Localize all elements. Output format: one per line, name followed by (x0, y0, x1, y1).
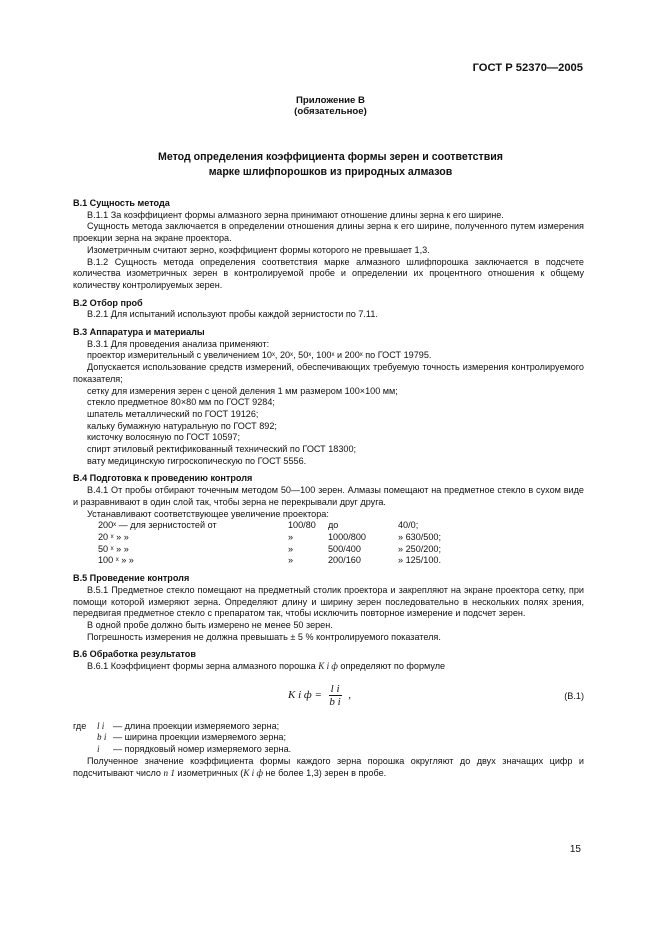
section-heading: В.5 Проведение контроля (73, 573, 190, 584)
formula-number: (В.1) (564, 690, 584, 701)
section-heading: В.6 Обработка результатов (73, 649, 196, 660)
paragraph: В.5.1 Предметное стекло помещают на предметный столик проектора и закрепляют на экране проектора сетку, при помощи которой измеряют зерна. Определяют длину и ширину зерен последовательно в нескольких полях зрения, передвигая предметное стекло с препаратом так, чтобы исключить повторное измерение и подсчет зерен. (73, 584, 584, 619)
where-item (73, 744, 584, 756)
where-item (73, 721, 584, 733)
paragraph: В.3.1 Для проведения анализа применяют: (87, 338, 270, 349)
table-cell: » (288, 543, 294, 554)
text-run: не более 1,3) зерен в пробе. (265, 767, 387, 778)
page-number: 15 (569, 844, 581, 855)
document-title-line2: марке шлифпорошков из природных алмазов (208, 166, 453, 178)
text-run: изометричных ( (177, 767, 244, 778)
table-cell: 40/0; (398, 520, 419, 531)
table-cell: 20 ˣ » » (98, 531, 129, 542)
section-heading: В.3 Аппаратура и материалы (73, 327, 205, 338)
appendix-status: (обязательное) (294, 106, 367, 117)
paragraph: Изометричным считают зерно, коэффициент формы которого не превышает 1,3. (87, 244, 430, 255)
table-cell: 500/400 (328, 543, 361, 554)
where-list (73, 721, 584, 756)
table-cell: » (288, 555, 294, 566)
paragraph: Сущность метода заключается в определении отношения длины зерна к его ширине, полученного путем измерения проекции зерна на экране проектора. (73, 221, 584, 244)
fraction-numerator: l i (330, 682, 340, 695)
table-cell: 50 ˣ » » (98, 543, 129, 554)
table-cell: » 125/100. (398, 555, 441, 566)
where-label: где (73, 720, 87, 731)
where-text: — порядковый номер измеряемого зерна. (113, 744, 292, 755)
formula-block (73, 679, 584, 717)
appendix-title: Приложение В (296, 95, 365, 106)
paragraph: Устанавливают соответствующее увеличение проектора: (87, 508, 329, 519)
where-symbol: i (97, 744, 100, 755)
document-title-line1: Метод определения коэффициента формы зерен и соответствия (158, 151, 503, 163)
formula-tail: , (348, 688, 352, 701)
section-heading: В.1 Сущность метода (73, 198, 170, 208)
text-run: В.6.1 Коэффициент формы зерна алмазного порошка (87, 661, 316, 672)
standard-header: ГОСТ Р 52370—2005 (472, 62, 583, 74)
table-cell: » 250/200; (398, 543, 441, 554)
paragraph (73, 756, 584, 779)
where-text: — ширина проекции измеряемого зерна; (113, 732, 287, 743)
list-item: стекло предметное 80×80 мм по ГОСТ 9284; (87, 397, 275, 408)
paragraph: В.1.2 Сущность метода определения соответствия марке алмазного шлифпорошка заключается в подсчете количества изометричных зерен в контролируемой пробе и определении их процентного отношения к общему количеству контролируемых зерен. (73, 256, 584, 290)
table-cell: 1000/800 (328, 531, 366, 542)
formula-symbol: K i ф (318, 661, 338, 672)
table-cell: до (328, 520, 339, 531)
list-item: сетку для измерения зерен с ценой деления 1 мм размером 100×100 мм; (87, 385, 398, 396)
paragraph (73, 661, 584, 673)
paragraph: В.4.1 От пробы отбирают точечным методом 50—100 зерен. Алмазы помещают на предметное стекло в сухом виде и разравнивают в один слой так, чтобы зерна не перекрывали друг друга. (73, 485, 584, 507)
paragraph: проектор измерительный с увеличением 10ˣ, 20ˣ, 50ˣ, 100ˣ и 200ˣ по ГОСТ 19795. (87, 350, 432, 361)
table-row (73, 520, 584, 532)
list-item: спирт этиловый ректификованный технический по ГОСТ 18300; (87, 444, 357, 455)
fraction-denominator: b i (329, 695, 341, 708)
text-run: Полученное значение коэффициента формы каждого зерна порошка округляют до двух значащих цифр и подсчитывают число (73, 755, 584, 778)
table-cell: 100/80 (288, 520, 316, 531)
table-cell: 100 ˣ » » (98, 555, 134, 566)
table-row (73, 532, 584, 544)
table-cell: 200/160 (328, 555, 361, 566)
paragraph: Погрешность измерения не должна превышать ± 5 % контролируемого показателя. (87, 631, 441, 642)
list-item: кисточку волосяную по ГОСТ 10597; (87, 432, 241, 443)
section-heading: В.4 Подготовка к проведению контроля (73, 473, 253, 484)
document-body (73, 198, 584, 779)
table-cell: » (288, 531, 294, 542)
paragraph: Допускается использование средств измерений, обеспечивающих требуемую точность измерения контролируемого показателя; (73, 362, 584, 384)
paragraph: В одной пробе должно быть измерено не менее 50 зерен. (87, 619, 333, 630)
list-item: кальку бумажную натуральную по ГОСТ 892; (87, 420, 277, 431)
where-text: — длина проекции измеряемого зерна; (113, 720, 280, 731)
where-symbol: l i (97, 720, 105, 731)
text-run: определяют по формуле (340, 661, 446, 672)
section-heading: В.2 Отбор проб (73, 297, 143, 308)
formula-lhs: K i ф = (288, 688, 322, 701)
paragraph: В.1.1 За коэффициент формы алмазного зерна принимают отношение длины зерна к его ширине. (87, 209, 504, 220)
table-cell: » 630/500; (398, 531, 441, 542)
table-row (73, 555, 584, 567)
list-item: вату медицинскую гигроскопическую по ГОСТ 5556. (87, 455, 307, 466)
table-cell: 200ˣ — для зернистостей от (98, 520, 217, 531)
formula (288, 683, 351, 708)
formula-symbol: n 1 (163, 767, 175, 778)
list-item: шпатель металлический по ГОСТ 19126; (87, 408, 259, 419)
where-symbol: b i (97, 732, 107, 743)
table-row (73, 544, 584, 556)
paragraph: В.2.1 Для испытаний используют пробы каждой зернистости по 7.11. (87, 309, 378, 320)
formula-symbol: K i ф (243, 767, 263, 778)
magnification-table (73, 520, 584, 567)
formula-fraction (329, 683, 342, 708)
where-item (73, 732, 584, 744)
